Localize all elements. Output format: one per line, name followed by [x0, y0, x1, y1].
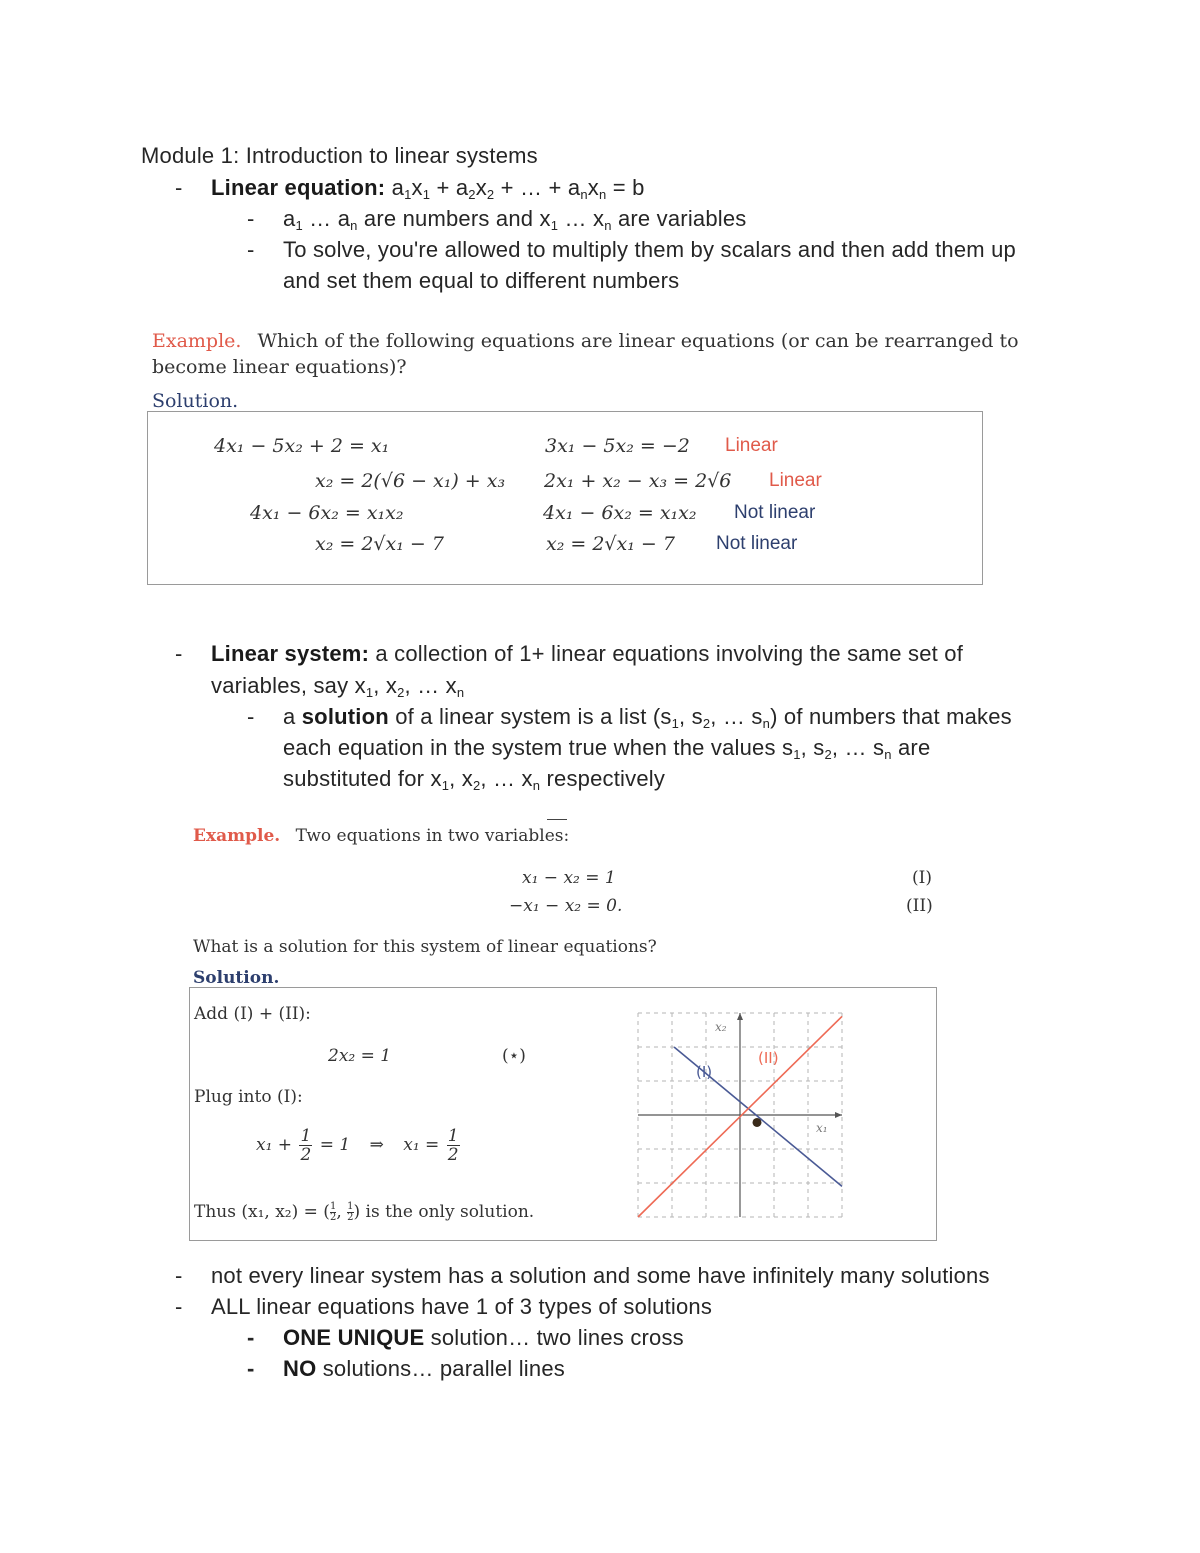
verdict-linear-2: Linear	[769, 470, 822, 491]
equation-tag-2: (II)	[906, 896, 933, 916]
right-equation-2: 2x₁ + x₂ − x₃ = 2√6	[544, 470, 732, 492]
bullet-dash: -	[175, 175, 183, 200]
page-title: Module 1: Introduction to linear systems	[141, 143, 538, 168]
solution-definition-line3: substituted for $x_1$, $x_2$, … $x_n$ respectively	[283, 766, 666, 793]
bullet-dash: -	[247, 237, 255, 262]
solve-note-line2: and set them equal to different numbers	[283, 268, 680, 293]
fraction-one-half: $\frac{1}{2}$	[347, 1201, 354, 1223]
example2-intro: Example. Two equations in two variables:	[193, 826, 570, 846]
line-I-label: (I)	[696, 1063, 713, 1081]
solution-type-none: NO solutions… parallel lines	[283, 1356, 565, 1381]
example1-question: Example. Which of the following equations are linear equations (or can be rearranged to	[152, 330, 1019, 352]
closing-bullet-1: not every linear system has a solution and some have infinitely many solutions	[211, 1263, 990, 1288]
verdict-linear-1: Linear	[725, 435, 778, 456]
linear-equation-label: Linear equation:	[211, 175, 386, 200]
bullet-dash: -	[247, 704, 255, 729]
bullet-dash: -	[247, 1325, 255, 1350]
fraction-one-half: $\frac{1}{2}$	[329, 1201, 337, 1223]
solution-definition-line2: each equation in the system true when the values $s_1$, $s_2$, … $s_n$ are	[283, 735, 931, 762]
star-tag: (⋆)	[502, 1046, 526, 1066]
right-equation-3: 4x₁ − 6x₂ = x₁x₂	[543, 502, 697, 524]
stray-dash-mark	[547, 819, 567, 820]
system-equation-2: −x₁ − x₂ = 0.	[509, 896, 623, 916]
linear-system-definition-line2: variables, say $x_1$, $x_2$, … $x_n$	[211, 673, 465, 700]
linear-system-definition: Linear system: a collection of 1+ linear equations involving the same set of	[211, 641, 964, 666]
linear-system-label: Linear system:	[211, 641, 370, 666]
line-II-label: (II)	[758, 1049, 779, 1067]
closing-bullet-2: ALL linear equations have 1 of 3 types of solutions	[211, 1294, 713, 1319]
y-axis-arrow	[737, 1013, 743, 1020]
example2-solution-label: Solution.	[193, 968, 280, 988]
system-equation-1: x₁ − x₂ = 1	[522, 868, 616, 888]
coefficients-note: $a_1$ … $a_n$ are numbers and $x_1$ … $x_n$ are variables	[283, 206, 747, 233]
example2-label: Example.	[193, 826, 281, 846]
conclusion: Thus (x₁, x₂) = ( $\frac{1}{2}$ , $\frac{1}{2}$ ) is the only solution.	[194, 1201, 535, 1223]
x-axis-arrow	[835, 1112, 842, 1118]
plug-step: Plug into (I):	[194, 1087, 303, 1107]
verdict-not-linear-1: Not linear	[734, 502, 816, 523]
plug-equation: x₁ + $\frac{1}{2}$ = 1 ⇒ x₁ = $\frac{1}{2}$	[256, 1126, 459, 1165]
bullet-dash: -	[175, 641, 183, 666]
bullet-dash: -	[247, 206, 255, 231]
left-equation-2: x₂ = 2(√6 − x₁) + x₃	[315, 470, 506, 492]
example2-question: What is a solution for this system of linear equations?	[193, 937, 657, 957]
left-equation-1: 4x₁ − 5x₂ + 2 = x₁	[214, 435, 390, 457]
fraction-one-half: $\frac{1}{2}$	[447, 1126, 459, 1165]
verdict-not-linear-2: Not linear	[716, 533, 798, 554]
equation-tag-1: (I)	[912, 868, 932, 888]
fraction-one-half: $\frac{1}{2}$	[300, 1126, 312, 1165]
bullet-dash: -	[175, 1263, 183, 1288]
solution-type-unique: ONE UNIQUE solution… two lines cross	[283, 1325, 684, 1350]
right-equation-4: x₂ = 2√x₁ − 7	[546, 533, 675, 555]
left-equation-4: x₂ = 2√x₁ − 7	[315, 533, 444, 555]
intersection-point	[753, 1118, 762, 1127]
right-equation-1: 3x₁ − 5x₂ = −2	[545, 435, 690, 457]
linear-equation-definition	[211, 175, 645, 201]
result-equation: 2x₂ = 1	[328, 1046, 392, 1066]
solution-graph	[630, 1005, 850, 1225]
example1-solution-label: Solution.	[152, 390, 239, 412]
example1-label: Example.	[152, 330, 242, 352]
solution-definition-line1: a solution of a linear system is a list ($s_1$, $s_2$, … $s_n$) of numbers that makes	[283, 704, 1012, 731]
left-equation-3: 4x₁ − 6x₂ = x₁x₂	[250, 502, 404, 524]
linear-equation-formula: $a_1x_1 + a_2x_2$ + … + $a_nx_n = b$	[391, 175, 645, 202]
x-axis-label: x₁	[816, 1121, 828, 1135]
y-axis-label: x₂	[715, 1020, 727, 1034]
add-step: Add (I) + (II):	[194, 1004, 311, 1024]
solve-note-line1: To solve, you're allowed to multiply them by scalars and then add them up	[283, 237, 1016, 262]
example1-question-line2: become linear equations)?	[152, 356, 407, 378]
bullet-dash: -	[247, 1356, 255, 1381]
bullet-dash: -	[175, 1294, 183, 1319]
